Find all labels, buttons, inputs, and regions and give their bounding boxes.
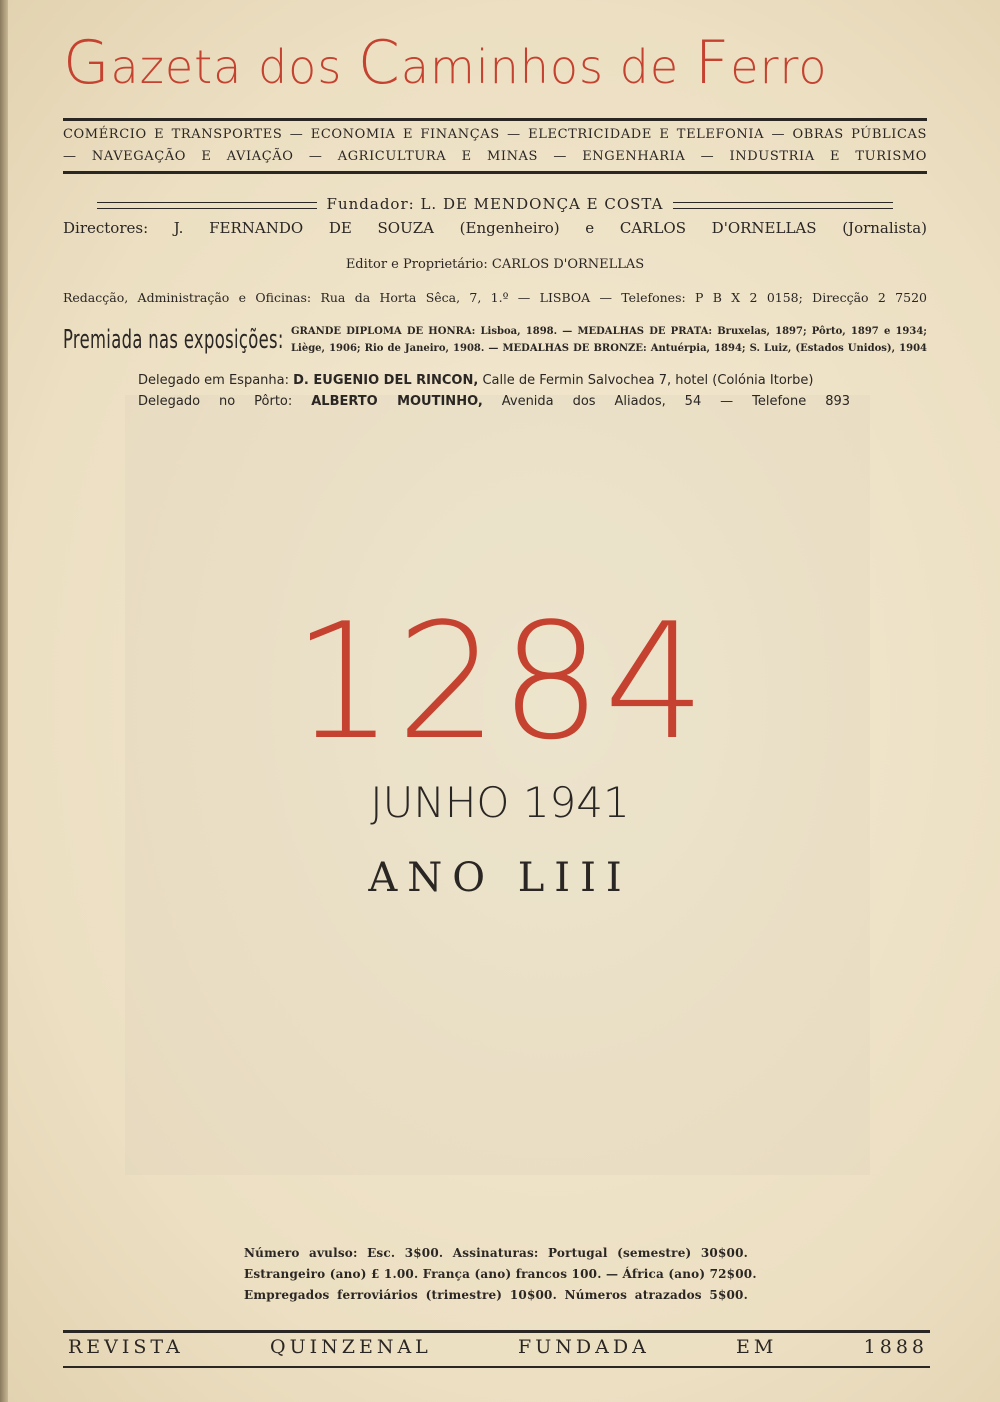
delegate-porto-label: Delegado no Pôrto: (138, 394, 293, 409)
delegate-spain-label: Delegado em Espanha: (138, 373, 289, 388)
footer-rule-top (63, 1330, 930, 1333)
awards-label: Premiada nas exposições: (63, 325, 284, 355)
footer-tagline: REVISTA QUINZENAL FUNDADA EM 1888 (68, 1336, 928, 1358)
delegate-spain-name: D. EUGENIO DEL RINCON, (293, 373, 479, 388)
delegate-spain-address: Calle de Fermin Salvochea 7, hotel (Colónia Itorbe) (482, 373, 814, 388)
prices-line-3: Empregados ferroviários (trimestre) 10$00. Números atrazados 5$00. (244, 1288, 748, 1302)
issue-number: 1284 (292, 588, 708, 775)
delegate-spain (138, 373, 850, 388)
editor-line: Editor e Proprietário: CARLOS D'ORNELLAS (345, 257, 645, 272)
title-part: erro (730, 40, 828, 94)
delegate-porto-address: Avenida dos Aliados, 54 — Telefone 893 (501, 394, 851, 409)
prices-line-1: Número avulso: Esc. 3$00. Assinaturas: Portugal (semestre) 30$00. (244, 1246, 748, 1260)
masthead-rule-bottom (63, 171, 927, 174)
awards-line-2: Liège, 1906; Rio de Janeiro, 1908. — MEDALHAS DE BRONZE: Antuérpia, 1894; S. Luiz, (Estados Unidos), 1904 (291, 343, 927, 354)
awards-line-1: GRANDE DIPLOMA DE HONRA: Lisboa, 1898. — MEDALHAS DE PRATA: Bruxelas, 1897; Pôrto, 1897 e 1934; (291, 326, 927, 337)
title-part: azeta dos (110, 40, 358, 94)
issue-date: JUNHO 1941 (370, 778, 630, 827)
directors-line: Directores: J. FERNANDO DE SOUZA (Engenheiro) e CARLOS D'ORNELLAS (Jornalista) (63, 219, 927, 237)
prices-line-2: Estrangeiro (ano) £ 1.00. França (ano) francos 100. — África (ano) 72$00. (244, 1267, 757, 1281)
masthead-title (63, 28, 933, 98)
masthead-rule-top (63, 118, 927, 121)
title-initial-c: C (357, 28, 401, 98)
title-initial-f: F (694, 28, 731, 98)
delegate-porto-name: ALBERTO MOUTINHO, (311, 394, 483, 409)
title-initial-g: G (63, 28, 111, 98)
title-part: aminhos de (400, 40, 695, 94)
address-line: Redacção, Administração e Oficinas: Rua da Horta Sêca, 7, 1.º — LISBOA — Telefones: P B X 2 0158; Direcção 2 7520 (63, 290, 927, 305)
topics-line-2: — NAVEGAÇÃO E AVIAÇÃO — AGRICULTURA E MINAS — ENGENHARIA — INDUSTRIA E TURISMO (63, 149, 927, 164)
footer-rule-bottom (63, 1366, 930, 1368)
ornament-rule-right (673, 202, 893, 209)
topics-line-1: COMÉRCIO E TRANSPORTES — ECONOMIA E FINANÇAS — ELECTRICIDADE E TELEFONIA — OBRAS PÚBLICAS (63, 127, 927, 142)
issue-year: ANO LIII (368, 855, 632, 901)
founder-text: Fundador: L. DE MENDONÇA E COSTA (326, 195, 664, 213)
ornament-rule-left (97, 202, 317, 209)
delegate-porto (138, 394, 850, 409)
founder-line (63, 195, 927, 213)
